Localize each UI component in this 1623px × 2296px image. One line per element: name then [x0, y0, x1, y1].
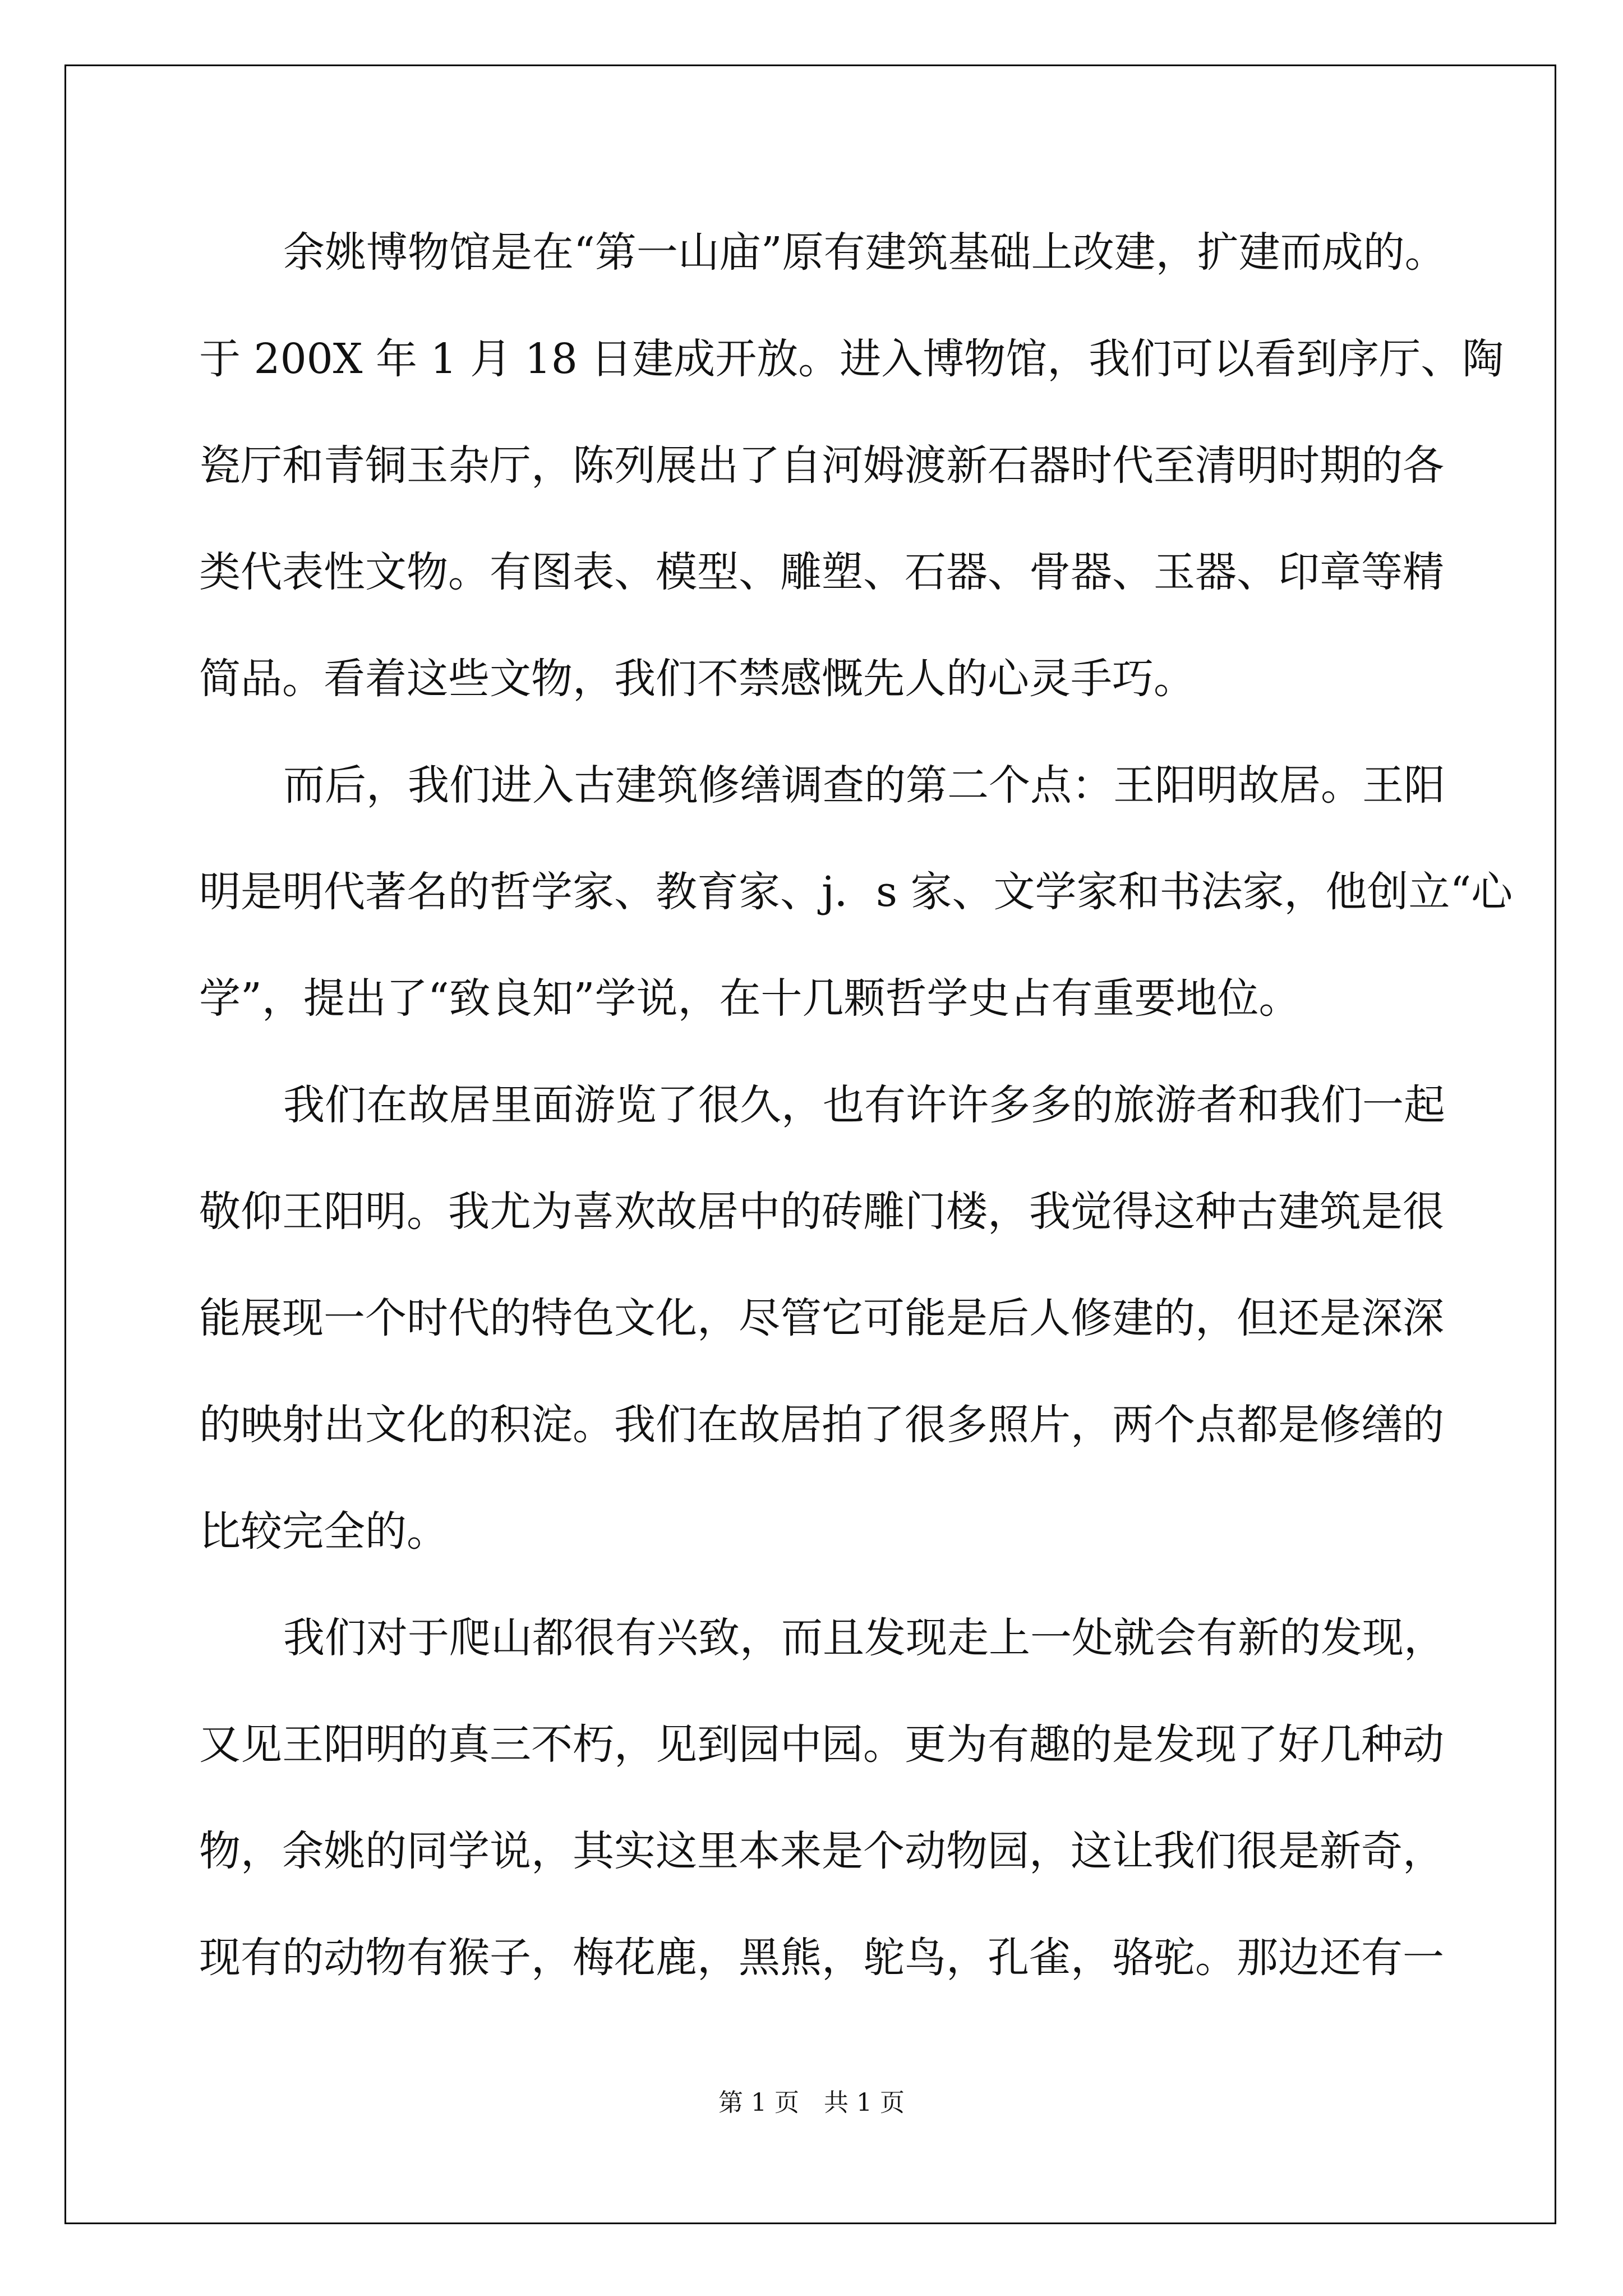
paragraph-1-line-1: 余姚博物馆是在“第一山庙”原有建筑基础上改建，扩建而成的。 — [283, 228, 1446, 277]
paragraph-2-line-1: 而后，我们进入古建筑修缮调查的第二个点：王阳明故居。王阳 — [283, 761, 1445, 809]
paragraph-1-line-2: 于 200X 年 1 月 18 日建成开放。进入博物馆，我们可以看到序厅、陶 — [199, 335, 1504, 383]
paragraph-2-line-3: 学”，提出了“致良知”学说，在十几颗哲学史占有重要地位。 — [199, 974, 1301, 1023]
paragraph-1-line-4: 类代表性文物。有图表、模型、雕塑、石器、骨器、玉器、印章等精 — [199, 548, 1444, 596]
paragraph-3-line-4: 的映射出文化的积淀。我们在故居拍了很多照片，两个点都是修缮的 — [199, 1401, 1444, 1449]
paragraph-3-line-5: 比较完全的。 — [199, 1507, 448, 1556]
paragraph-3-line-2: 敬仰王阳明。我尤为喜欢故居中的砖雕门楼，我觉得这种古建筑是很 — [199, 1188, 1444, 1236]
paragraph-4-line-1: 我们对于爬山都很有兴致，而且发现走上一处就会有新的发现， — [283, 1614, 1445, 1662]
paragraph-4-line-3: 物，余姚的同学说，其实这里本来是个动物园，这让我们很是新奇， — [199, 1827, 1444, 1875]
document-body — [199, 210, 1513, 2022]
paragraph-4-line-4: 现有的动物有猴子，梅花鹿，黑熊，鸵鸟，孔雀，骆驼。那边还有一 — [199, 1934, 1444, 1982]
paragraph-3-line-3: 能展现一个时代的特色文化，尽管它可能是后人修建的，但还是深深 — [199, 1294, 1444, 1342]
paragraph-4-line-2: 又见王阳明的真三不朽，见到园中园。更为有趣的是发现了好几种动 — [199, 1720, 1444, 1769]
paragraph-1-line-3: 瓷厅和青铜玉杂厅，陈列展出了自河姆渡新石器时代至清明时期的各 — [199, 441, 1444, 490]
paragraph-3-line-1: 我们在故居里面游览了很久，也有许许多多的旅游者和我们一起 — [283, 1081, 1445, 1129]
paragraph-2-line-2: 明是明代著名的哲学家、教育家、j．s 家、文学家和书法家，他创立“心 — [199, 868, 1513, 916]
page-number-footer: 第 1 页 共 1 页 — [718, 2088, 905, 2117]
paragraph-1-line-5: 简品。看着这些文物，我们不禁感慨先人的心灵手巧。 — [199, 655, 1195, 703]
